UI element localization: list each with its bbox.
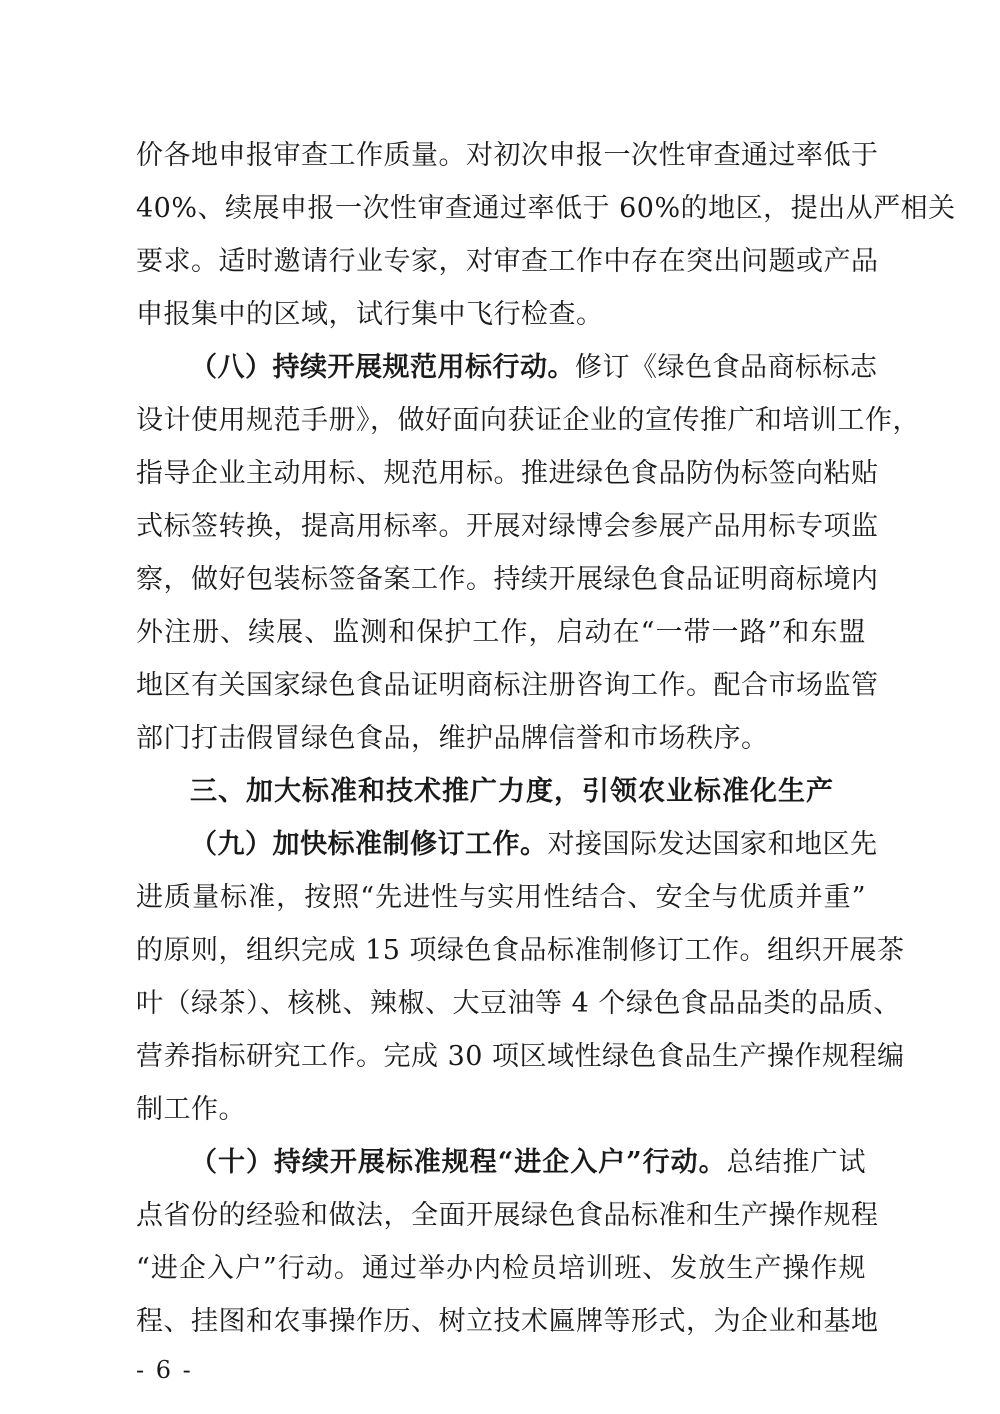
paragraph-2-line-7: 地区有关国家绿色食品证明商标注册咨询工作。配合市场监管: [136, 670, 879, 701]
paragraph-2-first-line: [190, 352, 878, 384]
paragraph-2-line-3: 指导企业主动用标、规范用标。推进绿色食品防伪标签向粘贴: [136, 458, 879, 489]
paragraph-1-line-4: 申报集中的区域，试行集中飞行检查。: [136, 299, 604, 330]
paragraph-3-line-5: 营养指标研究工作。完成 30 项区域性绿色食品生产操作规程编: [136, 1041, 905, 1072]
paragraph-3-line-3: 的原则，组织完成 15 项绿色食品标准制修订工作。组织开展茶: [136, 935, 905, 966]
paragraph-3-first-line: [190, 829, 878, 861]
paragraph-3-heading: （九）加快标准制修订工作。: [190, 829, 548, 860]
paragraph-3-first-line-rest: 对接国际发达国家和地区先: [547, 829, 878, 860]
paragraph-2-line-4: 式标签转换，提高用标率。开展对绿博会参展产品用标专项监: [136, 511, 879, 542]
paragraph-2-first-line-rest: 修订《绿色食品商标标志: [575, 352, 878, 383]
paragraph-4-line-3: “进企入户”行动。通过举办内检员培训班、发放生产操作规: [136, 1253, 866, 1284]
paragraph-3-line-2: 进质量标准，按照“先进性与实用性结合、安全与优质并重”: [136, 882, 866, 913]
section-3-title: 三、加大标准和技术推广力度，引领农业标准化生产: [190, 776, 834, 807]
paragraph-4-line-2: 点省份的经验和做法，全面开展绿色食品标准和生产操作规程: [136, 1200, 879, 1231]
paragraph-2-line-8: 部门打击假冒绿色食品，维护品牌信誉和市场秩序。: [136, 723, 769, 754]
page-number: - 6 -: [136, 1356, 193, 1384]
paragraph-1-line-2: 40%、续展申报一次性审查通过率低于 60%的地区，提出从严相关: [136, 193, 956, 224]
paragraph-1-line-1: 价各地申报审查工作质量。对初次申报一次性审查通过率低于: [136, 140, 879, 171]
paragraph-4-line-4: 程、挂图和农事操作历、树立技术匾牌等形式，为企业和基地: [136, 1306, 879, 1337]
paragraph-4-first-line: [190, 1147, 866, 1179]
paragraph-1-line-3: 要求。适时邀请行业专家，对审查工作中存在突出问题或产品: [136, 246, 879, 277]
paragraph-2-line-6: 外注册、续展、监测和保护工作，启动在“一带一路”和东盟: [136, 617, 866, 648]
paragraph-4-first-line-rest: 总结推广试: [726, 1147, 866, 1178]
paragraph-2-line-5: 察，做好包装标签备案工作。持续开展绿色食品证明商标境内: [136, 564, 879, 595]
paragraph-4-heading: （十）持续开展标准规程“进企入户”行动。: [190, 1147, 727, 1178]
paragraph-2-heading: （八）持续开展规范用标行动。: [190, 352, 575, 383]
paragraph-3-line-6: 制工作。: [136, 1094, 246, 1125]
paragraph-2-line-2: 设计使用规范手册》，做好面向获证企业的宣传推广和培训工作，: [136, 405, 920, 436]
paragraph-3-line-4: 叶（绿茶）、核桃、辣椒、大豆油等 4 个绿色食品品类的品质、: [136, 988, 901, 1019]
